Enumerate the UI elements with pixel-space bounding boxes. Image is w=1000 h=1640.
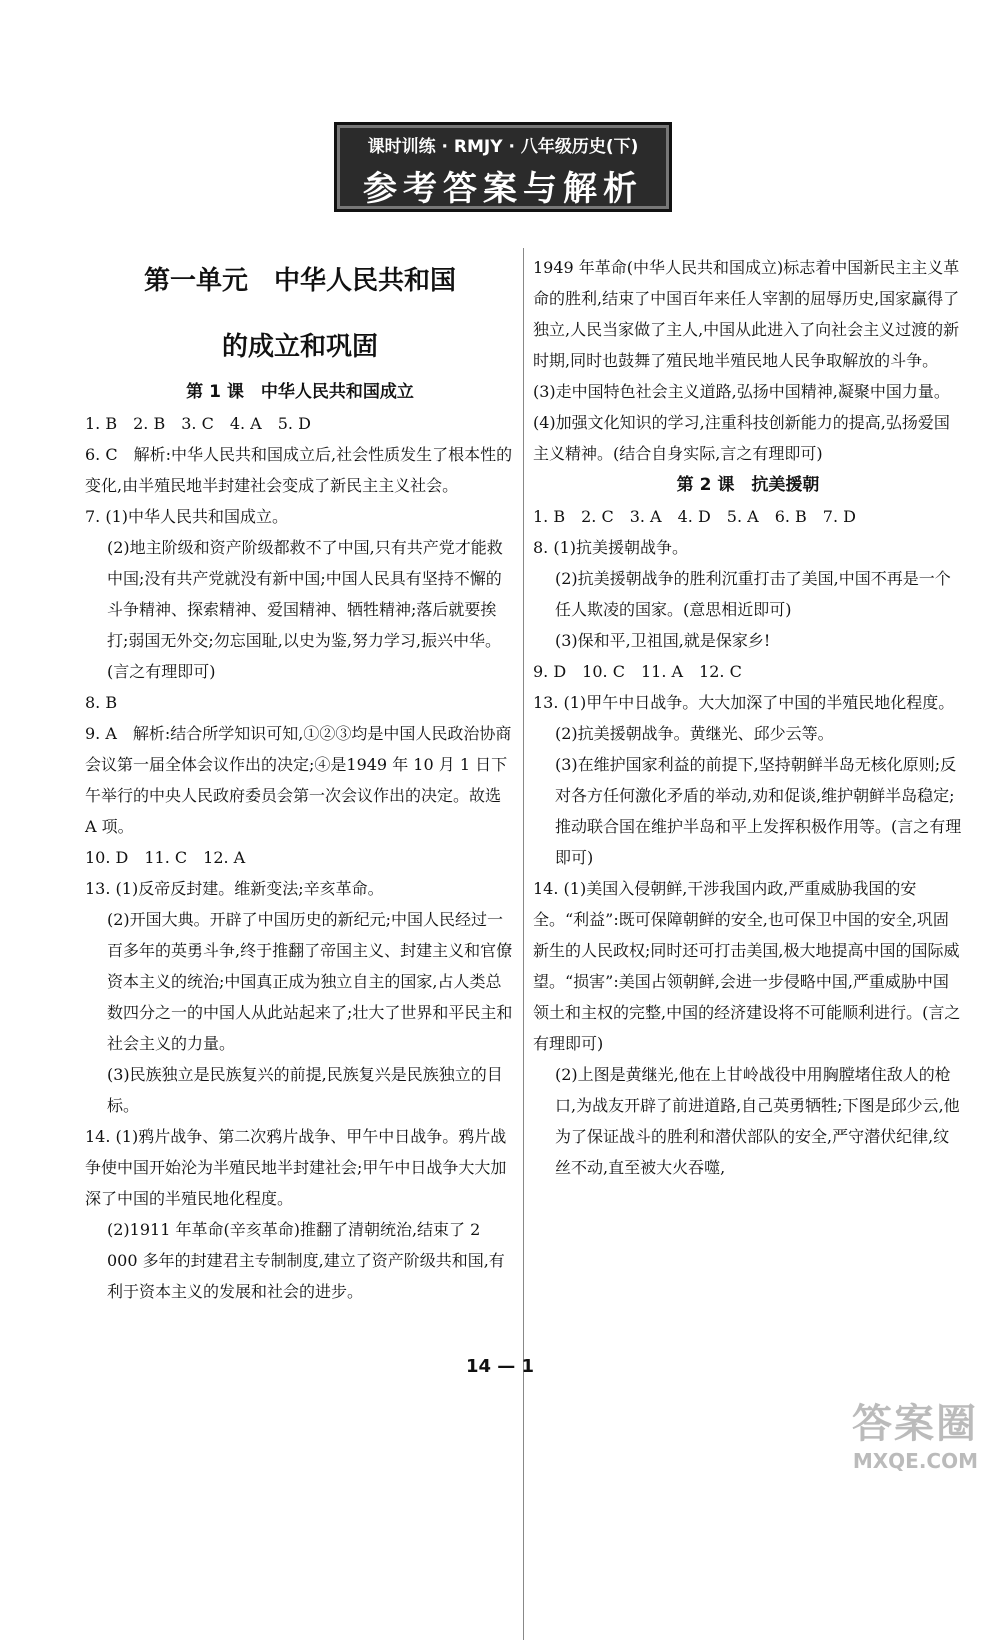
answer-line: (3)走中国特色社会主义道路,弘扬中国精神,凝聚中国力量。 <box>533 382 950 401</box>
answer-line: (2)抗美援朝战争的胜利沉重打击了美国,中国不再是一个任人欺凌的国家。(意思相近即可) <box>555 569 951 619</box>
page-number: 14 — 1 <box>465 1356 535 1377</box>
answer-line: (2)1911 年革命(辛亥革命)推翻了清朝统治,结束了 2 000 多年的封建君主专制制度,建立了资产阶级共和国,有利于资本主义的发展和社会的进步。 <box>107 1220 505 1301</box>
unit-title-line-1: 第一单元 中华人民共和国 <box>143 266 456 296</box>
answer-line: (2)开国大典。开辟了中国历史的新纪元;中国人民经过一百多年的英勇斗争,终于推翻了帝国主义、封建主义和官僚资本主义的统治;中国真正成为独立自主的国家,占人类总数四分之一的中国人从此站起来了;壮大了世界和平民主和社会主义的力量。 <box>107 910 513 1053</box>
answer-line: 1949 年革命(中华人民共和国成立)标志着中国新民主主义革命的胜利,结束了中国百年来任人宰割的屈辱历史,国家赢得了独立,人民当家做了主人,中国从此进入了向社会主义过渡的新时期,同时也鼓舞了殖民地半殖民地人民争取解放的斗争。 <box>533 258 960 370</box>
answer-line: (2)抗美援朝战争。黄继光、邱少云等。 <box>555 724 834 743</box>
answer-line: 6. C 解析:中华人民共和国成立后,社会性质发生了根本性的变化,由半殖民地半封建社会变成了新民主主义社会。 <box>85 445 513 495</box>
answer-line: 7. (1)中华人民共和国成立。 <box>85 507 289 526</box>
left-column <box>85 252 515 1307</box>
answer-line: 8. (1)抗美援朝战争。 <box>533 538 689 557</box>
answer-line: 9. A 解析:结合所学知识可知,①②③均是中国人民政治协商会议第一届全体会议作出的决定;④是1949 年 10 月 1 日下午举行的中央人民政府委员会第一次会议作出的决定。故选 A 项。 <box>85 724 512 836</box>
unit-title-line-2: 的成立和巩固 <box>221 332 378 362</box>
answer-line: 14. (1)美国入侵朝鲜,干涉我国内政,严重威胁我国的安全。“利益”:既可保障朝鲜的安全,也可保卫中国的安全,巩固新生的人民政权;同时还可打击美国,极大地提高中国的国际威望。“损害”:美国占领朝鲜,会进一步侵略中国,严重威胁中国领土和主权的完整,中国的经济建设将不可能顺利进行。(言之有理即可) <box>533 879 961 1053</box>
answer-line: 1. B 2. C 3. A 4. D 5. A 6. B 7. D <box>533 507 856 526</box>
header-subtitle: 课时训练 · RMJY · 八年级历史(下) <box>367 137 639 157</box>
answer-line: 10. D 11. C 12. A <box>85 848 246 867</box>
answer-line: (3)民族独立是民族复兴的前提,民族复兴是民族独立的目标。 <box>107 1065 503 1115</box>
answer-line: 14. (1)鸦片战争、第二次鸦片战争、甲午中日战争。鸦片战争使中国开始沦为半殖民地半封建社会;甲午中日战争大大加深了中国的半殖民地化程度。 <box>85 1127 507 1208</box>
answer-line: (3)在维护国家利益的前提下,坚持朝鲜半岛无核化原则;反对各方任何激化矛盾的举动,劝和促谈,维护朝鲜半岛稳定;推动联合国在维护半岛和平上发挥积极作用等。(言之有理即可) <box>555 755 962 867</box>
watermark-url: MXQE.COM <box>852 1449 978 1473</box>
column-divider <box>523 248 524 1640</box>
answer-line: (4)加强文化知识的学习,注重科技创新能力的提高,弘扬爱国主义精神。(结合自身实际,言之有理即可) <box>533 413 950 463</box>
answer-line: (2)上图是黄继光,他在上甘岭战役中用胸膛堵住敌人的枪口,为战友开辟了前进道路,自己英勇牺牲;下图是邱少云,他为了保证战斗的胜利和潜伏部队的安全,严守潜伏纪律,纹丝不动,直至被大火吞噬, <box>555 1065 960 1177</box>
answer-line: 9. D 10. C 11. A 12. C <box>533 662 742 681</box>
answer-line: (2)地主阶级和资产阶级都救不了中国,只有共产党才能救中国;没有共产党就没有新中国;中国人民具有坚持不懈的斗争精神、探索精神、爱国精神、牺牲精神;落后就要挨打;弱国无外交;勿忘国耻,以史为鉴,努力学习,振兴中华。(言之有理即可) <box>107 538 503 681</box>
lesson-1-title: 第 1 课 中华人民共和国成立 <box>186 382 414 402</box>
header-banner <box>334 122 672 212</box>
lesson-2-title: 第 2 课 抗美援朝 <box>676 475 820 495</box>
watermark-logo <box>852 1392 978 1473</box>
header-title: 参考答案与解析 <box>363 169 643 209</box>
answer-line: (3)保和平,卫祖国,就是保家乡! <box>555 631 771 650</box>
right-column <box>533 252 963 1183</box>
answer-line: 1. B 2. B 3. C 4. A 5. D <box>85 414 311 433</box>
answer-line: 13. (1)反帝反封建。维新变法;辛亥革命。 <box>85 879 384 898</box>
answer-line: 8. B <box>85 693 118 712</box>
watermark-text: 答案圈 <box>852 1401 978 1447</box>
answer-line: 13. (1)甲午中日战争。大大加深了中国的半殖民地化程度。 <box>533 693 955 712</box>
